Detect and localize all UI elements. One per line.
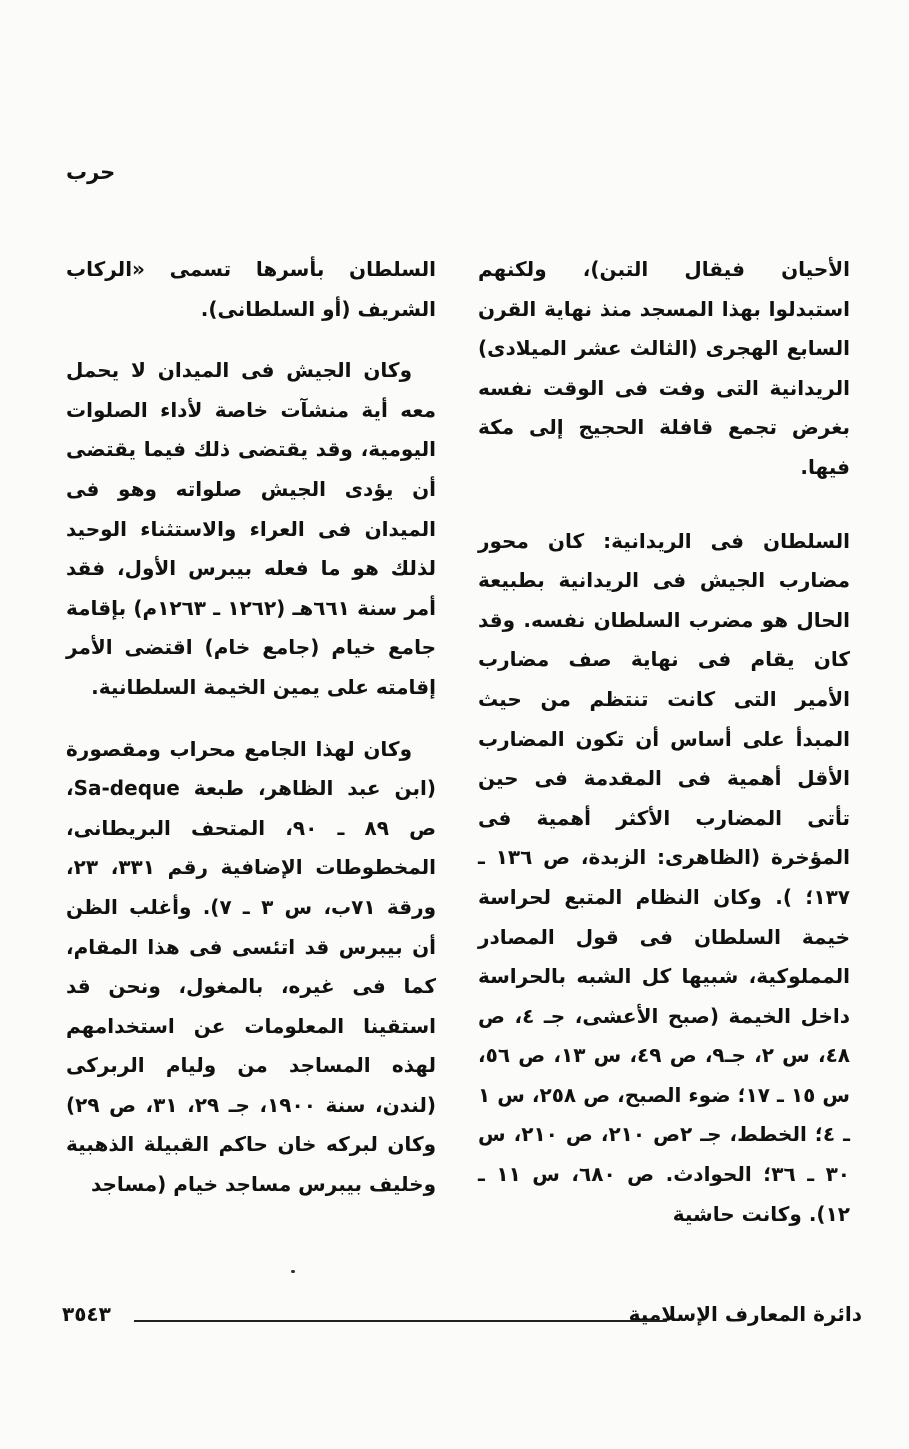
paragraph: وكان لهذا الجامع محراب ومقصورة (ابن عبد الظاهر، طبعة Sa-deque، ص ٨٩ ـ ٩٠، المتحف البريطانى، المخطوطات الإضافية رقم ٣٣١، ٢٣، ورقة ٧١ب، س ٣ ـ ٧). وأغلب الظن أن بيبرس قد اتئسى فى هذا المقام، كما فى غيره، بالمغول، ونحن قد استقينا المعلومات عن استخدامهم لهذه المساجد من وليام الربركى (لندن، سنة ١٩٠٠، جـ ٢٩، ٣١، ص ٢٩) وكان لبركه خان حاكم القبيلة الذهبية وخليف بيبرس مساجد خيام (مساجد xyxy=(66,736,437,1197)
section-heading: السلطان فى الريدانية: xyxy=(603,528,850,553)
page-number: ٣٥٤٣ xyxy=(62,1302,111,1326)
paragraph: الأحيان فيقال التبن)، ولكنهم استبدلوا بهذا المسجد منذ نهاية القرن السابع الهجرى (الثالث عشر الميلادى) الريدانية التى وفت فى الوقت نفسه بغرض تجمع قافلة الحجيج إلى مكة فيها. xyxy=(478,257,850,479)
footer-divider xyxy=(134,1320,667,1322)
encyclopedia-title: دائرة المعارف الإسلامية xyxy=(628,1302,862,1326)
paragraph: السلطان بأسرها تسمى «الركاب الشريف (أو السلطانى). xyxy=(66,257,436,321)
ink-speck xyxy=(291,1270,295,1273)
paragraph: وكان الجيش فى الميدان لا يحمل معه أية منشآت خاصة لأداء الصلوات اليومية، وقد يقتضى ذلك فيما يقتضى أن يؤدى الجيش صلواته وهو فى الميدان فى العراء والاستثناء الوحيد لذلك هو ما فعله بيبرس الأول، فقد أمر سنة ٦٦١هـ (١٢٦٢ ـ ١٢٦٣م) بإقامة جامع خيام (جامع خام) اقتضى الأمر إقامته على يمين الخيمة السلطانية. xyxy=(66,358,437,699)
right-column xyxy=(478,250,850,1268)
paragraph-section xyxy=(478,522,850,1235)
left-column xyxy=(66,250,436,1227)
paragraph-body: كان محور مضارب الجيش فى الريدانية بطبيعة الحال هو مضرب السلطان نفسه. وقد كان يقام فى نهاية صف مضارب الأمير التى كانت تنتظم من حيث المبدأ على أساس أن تكون المضارب الأقل أهمية فى المقدمة فى حين تأتى المضارب الأكثر أهمية فى المؤخرة (الظاهرى: الزبدة، ص ١٣٦ ـ ١٣٧؛ ). وكان النظام المتبع لحراسة خيمة السلطان فى قول المصادر المملوكية، شبيها كل الشبه بالحراسة داخل الخيمة (صبح الأعشى، جـ ٤، ص ٤٨، س ٢، جـ٩، ص ٤٩، س ١٣، ص ٥٦، س ١٥ ـ ١٧؛ ضوء الصبح، ص ٢٥٨، س ١ ـ ٤؛ الخطط، جـ ٢ص ٢١٠، ص ٢١٠، س ٣٠ ـ ٣٦؛ الحوادث. ص ٦٨٠، س ١١ ـ ١٢). وكانت حاشية xyxy=(478,528,851,1226)
running-head: حرب xyxy=(66,160,116,184)
page-footer xyxy=(62,1302,862,1332)
